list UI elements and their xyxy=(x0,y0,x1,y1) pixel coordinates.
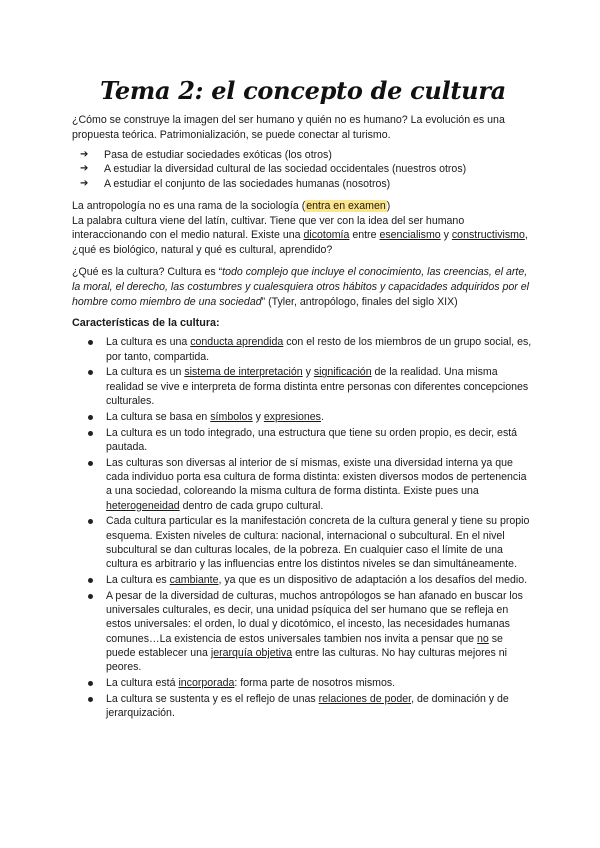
right-arrow-icon: ➔ xyxy=(80,177,89,189)
term-esencialismo: esencialismo xyxy=(379,229,441,242)
list-item: La cultura es un todo integrado, una estructura que tiene su orden propio, es decir, está pautada. xyxy=(72,426,534,455)
list-item: A pesar de la diversidad de culturas, muchos antropólogos se han afanado en buscar los universales culturales, es decir, una unidad psíquica del ser humano que se refleja en estos universales: el orden, lo dual y dicotómico, el incesto, las necesidades humanas comunes…La existencia de estos universales tambien nos invita a pensar que no se puede establecer una jerarquía objetiva entre las culturas. No hay culturas mejores ni peores. xyxy=(72,589,534,675)
bullet-dot-icon xyxy=(88,519,93,524)
arrow-list-item: ➔ A estudiar el conjunto de las sociedades humanas (nosotros) xyxy=(80,177,391,190)
bullet-dot-icon xyxy=(88,415,93,420)
list-item: La cultura es cambiante, ya que es un dispositivo de adaptación a los desafíos del medio. xyxy=(72,573,534,587)
bullet-dot-icon xyxy=(88,370,93,375)
caracteristicas-heading: Características de la cultura: xyxy=(72,317,220,330)
caracteristicas-list xyxy=(72,335,534,720)
arrow-list xyxy=(72,148,534,191)
arrow-list-item: ➔ A estudiar la diversidad cultural de las sociedad occidentales (nuestros otros) xyxy=(80,163,467,176)
list-item: La cultura es un sistema de interpretación y significación de la realidad. Una misma realidad se vive e interpreta de forma distinta entre personas con diferentes concepciones culturales. xyxy=(72,365,534,408)
bullet-dot-icon xyxy=(88,431,93,436)
bullet-dot-icon xyxy=(88,578,93,583)
arrow-list-item: ➔ Pasa de estudiar sociedades exóticas (los otros) xyxy=(80,149,332,162)
palabra-paragraph: La palabra cultura viene del latín, cultivar. Tiene que ver con la idea del ser humano interaccionando con el medio natural. Existe una dicotomía entre esencialismo y constructivismo, ¿qué es biológico, natural y qué es cultural, aprendido? xyxy=(72,214,528,256)
list-item: La cultura se sustenta y es el reflejo de unas relaciones de poder, de dominación y de jerarquización. xyxy=(72,692,534,721)
right-arrow-icon: ➔ xyxy=(80,163,89,175)
bullet-dot-icon xyxy=(88,697,93,702)
intro-paragraph: ¿Cómo se construye la imagen del ser humano y quién no es humano? La evolución es una propuesta teórica. Patrimonialización, se puede conectar al turismo. xyxy=(72,114,505,141)
antropologia-paragraph: La antropología no es una rama de la sociología (entra en examen) xyxy=(72,200,391,213)
term-constructivismo: constructivismo xyxy=(451,229,525,242)
term-dicotomia: dicotomía xyxy=(303,229,350,242)
exam-highlight: entra en examen xyxy=(306,200,386,213)
right-arrow-icon: ➔ xyxy=(80,149,89,161)
list-item: La cultura está incorporada: forma parte de nosotros mismos. xyxy=(72,676,534,690)
tyler-quote: todo complejo que incluye el conocimiento, las creencias, el arte, la moral, el derecho, las costumbres y cualesquiera otros hábitos y capacidades adquiridos por el hombre como miembro de una sociedad xyxy=(72,266,529,308)
bullet-dot-icon xyxy=(88,681,93,686)
list-item: La cultura es una conducta aprendida con el resto de los miembros de un grupo social, es, por tanto, compartida. xyxy=(72,335,534,364)
list-item: Cada cultura particular es la manifestación concreta de la cultura general y tiene su propio esquema. Existen niveles de cultura: nacional, internacional o subcultural. En el nivel subcultural se dan culturas locales, de la pobreza. En cualquier caso el límite de una cultura es arbitrario y las influencias entre los distintos niveles se dan simultáneamente. xyxy=(72,514,534,571)
list-item: Las culturas son diversas al interior de sí mismas, existe una diversidad interna ya que cada individuo porta esa cultura de forma distinta: existen diversos modos de pertenencia a una sociedad, coloreando la misma cultura de forma distinta. Existe pues una heterogeneidad dentro de cada grupo cultural. xyxy=(72,456,534,513)
page-title: Tema 2: el concepto de cultura xyxy=(100,76,506,105)
bullet-dot-icon xyxy=(88,594,93,599)
definicion-paragraph: ¿Qué es la cultura? Cultura es “todo complejo que incluye el conocimiento, las creencias, el arte, la moral, el derecho, las costumbres y cualesquiera otros hábitos y capacidades adquiridos por el hombre como miembro de una sociedad” (Tyler, antropólogo, finales del siglo XIX) xyxy=(72,266,529,308)
list-item: La cultura se basa en símbolos y expresiones. xyxy=(72,410,534,424)
bullet-dot-icon xyxy=(88,340,93,345)
bullet-dot-icon xyxy=(88,461,93,466)
